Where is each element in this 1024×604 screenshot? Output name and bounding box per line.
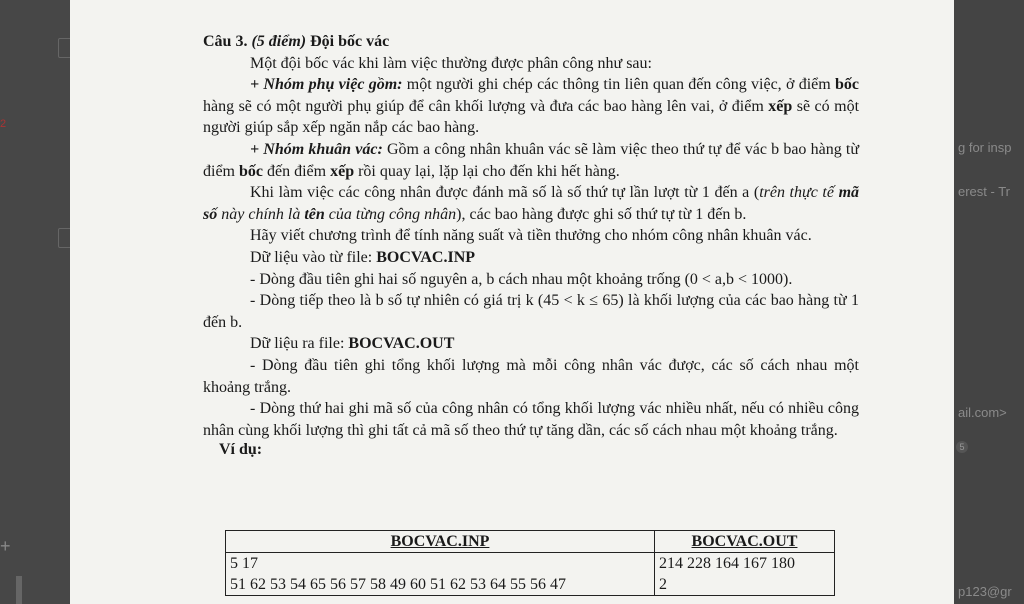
input-label: Dữ liệu vào từ file:: [250, 248, 373, 266]
example-header-input: BOCVAC.INP: [226, 531, 655, 553]
background-scroll-bar: [16, 576, 22, 604]
output-line-1: - Dòng đầu tiên ghi tổng khối lượng mà mỗi công nhân vác được, các số cách nhau một khoảng trắng.: [203, 356, 859, 396]
coding-italic: của từng công nhân: [328, 205, 457, 223]
group1-keyword: xếp: [768, 97, 793, 115]
background-snippet: g for insp: [958, 140, 1012, 155]
output-heading: [203, 333, 859, 355]
coding-italic: này chính là: [221, 205, 301, 223]
coding-keyword: tên: [304, 205, 325, 223]
coding-paragraph: [203, 182, 859, 225]
question-title: Đội bốc vác: [310, 33, 390, 50]
intro-paragraph: Một đội bốc vác khi làm việc thường được phân công như sau:: [250, 54, 652, 72]
group2-label: + Nhóm khuân vác:: [250, 140, 383, 158]
coding-italic: trên thực tế: [759, 184, 834, 202]
group2-paragraph: [203, 139, 859, 182]
group1-paragraph: [203, 74, 859, 139]
task-paragraph: Hãy viết chương trình để tính năng suất và tiền thưởng cho nhóm công nhân khuân vác.: [250, 227, 812, 245]
group1-keyword: bốc: [835, 76, 860, 94]
input-heading: [203, 247, 859, 269]
group1-text: hàng sẽ có một người phụ giúp để cân khối lượng và đưa các bao hàng lên vai, ở điểm: [203, 97, 764, 115]
input-filename: BOCVAC.INP: [376, 248, 476, 266]
background-snippet: erest - Tr: [958, 184, 1011, 199]
input-line-1: - Dòng đầu tiên ghi hai số nguyên a, b cách nhau một khoảng trống (0 < a,b < 1000).: [250, 270, 793, 288]
table-row: [226, 553, 835, 596]
document-page: [70, 0, 954, 604]
example-output-line: 214 228 164 167 180: [659, 555, 795, 572]
background-left-panel: [0, 0, 70, 604]
example-header-output: BOCVAC.OUT: [655, 531, 835, 553]
group2-keyword: xếp: [330, 162, 355, 180]
group2-text: rồi quay lại, lặp lại cho đến khi hết hàng.: [358, 162, 620, 180]
group2-keyword: bốc: [239, 162, 263, 180]
example-output-cell: [655, 553, 835, 596]
group1-text: sẽ có một người giúp sắp xếp ngăn nắp các bao hàng.: [203, 97, 860, 137]
output-label: Dữ liệu ra file:: [250, 335, 345, 353]
background-left-mark: 2: [0, 118, 7, 130]
example-input-line: 5 17: [230, 555, 258, 572]
question-heading: [203, 31, 859, 53]
background-snippet: p123@gr: [958, 584, 1012, 599]
group1-text: một người ghi chép các thông tin liên quan đến công việc, ở điểm: [406, 76, 831, 94]
coding-text: Khi làm việc các công nhân được đánh mã số là số thứ tự lần lượt từ 1 đến a (: [250, 184, 760, 202]
question-points: (5 điểm): [251, 33, 307, 50]
group2-text: đến điểm: [267, 162, 327, 180]
group2-text: Gồm a công nhân khuân vác sẽ làm việc theo thứ tự để vác b bao hàng từ điểm: [203, 140, 860, 180]
coding-text: ), các bao hàng được ghi số thứ tự từ 1 đến b.: [456, 205, 747, 223]
question-number: Câu 3.: [203, 33, 248, 50]
example-input-cell: [226, 553, 655, 596]
example-label: Ví dụ:: [219, 441, 263, 459]
background-snippet: ail.com>: [958, 405, 1007, 420]
question-content: [203, 31, 859, 459]
example-output-line: 2: [659, 576, 667, 593]
background-plus-icon: +: [0, 536, 11, 556]
group1-label: + Nhóm phụ việc gồm:: [250, 76, 403, 94]
example-table: [225, 530, 835, 596]
input-line-2: - Dòng tiếp theo là b số tự nhiên có giá trị k (45 < k ≤ 65) là khối lượng của các bao hàng từ 1 đến b.: [203, 292, 859, 331]
table-row: [226, 531, 835, 553]
example-input-line: 51 62 53 54 65 56 57 58 49 60 51 62 53 64 55 56 47: [230, 576, 566, 593]
background-right-panel: [954, 0, 1024, 604]
output-line-2: - Dòng thứ hai ghi mã số của công nhân có tổng khối lượng vác nhiều nhất, nếu có nhiều công nhân cùng khối lượng thì ghi tất cả mã số theo thứ tự tăng dần, các số cách nhau một khoảng trắng.: [203, 400, 859, 439]
background-badge: 5: [956, 441, 968, 453]
output-filename: BOCVAC.OUT: [348, 335, 455, 353]
coding-keyword: mã số: [203, 184, 860, 223]
